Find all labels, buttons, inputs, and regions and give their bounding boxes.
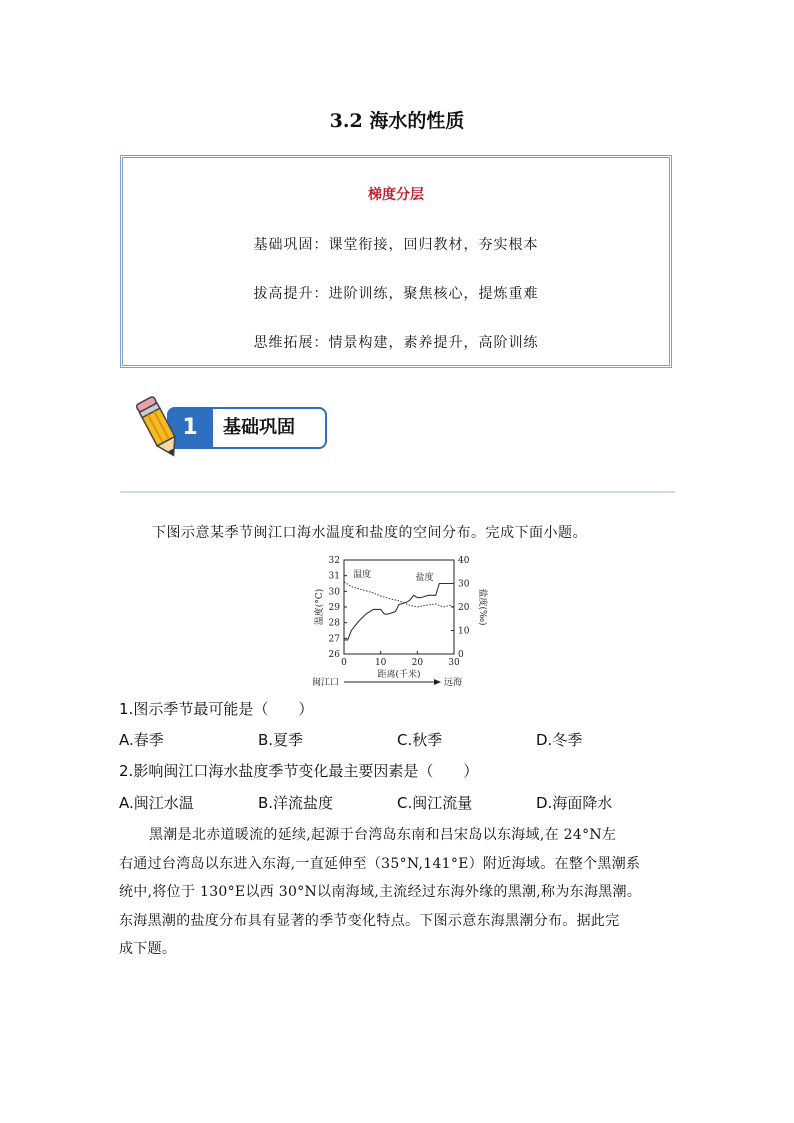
paragraph-line: 黑潮是北赤道暖流的延续,起源于台湾岛东南和吕宋岛以东海域,在 24°N左 [149, 827, 617, 843]
series-line-salinity [344, 584, 454, 640]
x-tick-label: 0 [341, 658, 347, 668]
tier-line-advance: 拔高提升：进阶训练，聚焦核心，提炼重难 [253, 286, 539, 302]
section-badge [131, 395, 331, 459]
page-title: 3.2 海水的性质 [329, 110, 465, 132]
q2-option-a[interactable]: A.闽江水温 [119, 794, 194, 812]
y-left-tick-label: 30 [328, 587, 340, 598]
y-left-axis-label: 温度(°C) [315, 588, 325, 626]
direction-arrow-head [434, 679, 441, 685]
intro-text: 下图示意某季节闽江口海水温度和盐度的空间分布。完成下面小题。 [152, 525, 587, 541]
q2-option-d[interactable]: D.海面降水 [536, 794, 613, 812]
temp-salinity-chart [310, 550, 490, 690]
x-tick-label: 20 [411, 658, 424, 668]
series-line-temperature [344, 582, 454, 607]
direction-to-label: 远海 [444, 678, 463, 688]
tier-line-expand: 思维拓展：情景构建，素养提升，高阶训练 [253, 335, 539, 351]
paragraph-line: 成下题。 [119, 941, 177, 957]
series-label-salinity: 盐度 [415, 572, 434, 583]
question-2-number: 2. [119, 762, 134, 780]
question-1-text: 图示季节最可能是（ ） [133, 700, 314, 718]
section-label: 基础巩固 [223, 417, 295, 438]
question-2 [119, 760, 478, 781]
pencil-icon [131, 395, 187, 461]
question-1 [119, 698, 313, 719]
y-left-tick-label: 27 [328, 634, 340, 645]
y-left-tick-label: 28 [328, 618, 340, 629]
x-axis-label: 距离(千米) [377, 670, 421, 680]
y-right-tick-label: 10 [458, 626, 470, 637]
kuroshio-paragraph [119, 821, 679, 964]
tier-box [120, 155, 672, 368]
y-right-tick-label: 40 [458, 556, 470, 566]
y-right-tick-label: 20 [458, 603, 470, 613]
question-2-text: 影响闽江口海水盐度季节变化最主要因素是（ ） [133, 762, 479, 780]
section-divider [120, 491, 675, 493]
y-left-tick-label: 29 [328, 603, 340, 613]
x-tick-label: 10 [374, 658, 387, 668]
y-left-tick-label: 26 [328, 650, 340, 660]
y-left-tick-label: 32 [328, 556, 340, 566]
y-right-axis-label: 盐度(‰) [477, 588, 487, 626]
q2-option-b[interactable]: B.洋流盐度 [258, 794, 334, 812]
direction-from-label: 闽江口 [312, 678, 340, 688]
y-right-tick-label: 30 [458, 579, 470, 590]
q1-option-b[interactable]: B.夏季 [258, 731, 304, 749]
tier-line-basic: 基础巩固：课堂衔接，回归教材，夯实根本 [253, 237, 539, 253]
q1-option-d[interactable]: D.冬季 [536, 731, 583, 749]
x-tick-label: 30 [448, 658, 460, 668]
y-left-tick-label: 31 [328, 571, 340, 582]
q2-option-c[interactable]: C.闽江流量 [397, 794, 473, 812]
paragraph-line: 统中,将位于 130°E以西 30°N以南海域,主流经过东海外缘的黑潮,称为东海黑潮。 [119, 884, 642, 900]
paragraph-line: 东海黑潮的盐度分布具有显著的季节变化特点。下图示意东海黑潮分布。据此完 [119, 912, 620, 929]
y-right-tick-label: 0 [458, 650, 464, 660]
q1-option-c[interactable]: C.秋季 [397, 731, 443, 749]
series-label-temperature: 温度 [353, 570, 372, 581]
tier-heading: 梯度分层 [368, 187, 424, 203]
section-number: 1 [182, 415, 198, 440]
paragraph-line: 右通过台湾岛以东进入东海,一直延伸至（35°N,141°E）附近海域。在整个黑潮系 [119, 855, 641, 872]
q1-option-a[interactable]: A.春季 [119, 731, 164, 749]
question-1-number: 1. [119, 700, 134, 718]
